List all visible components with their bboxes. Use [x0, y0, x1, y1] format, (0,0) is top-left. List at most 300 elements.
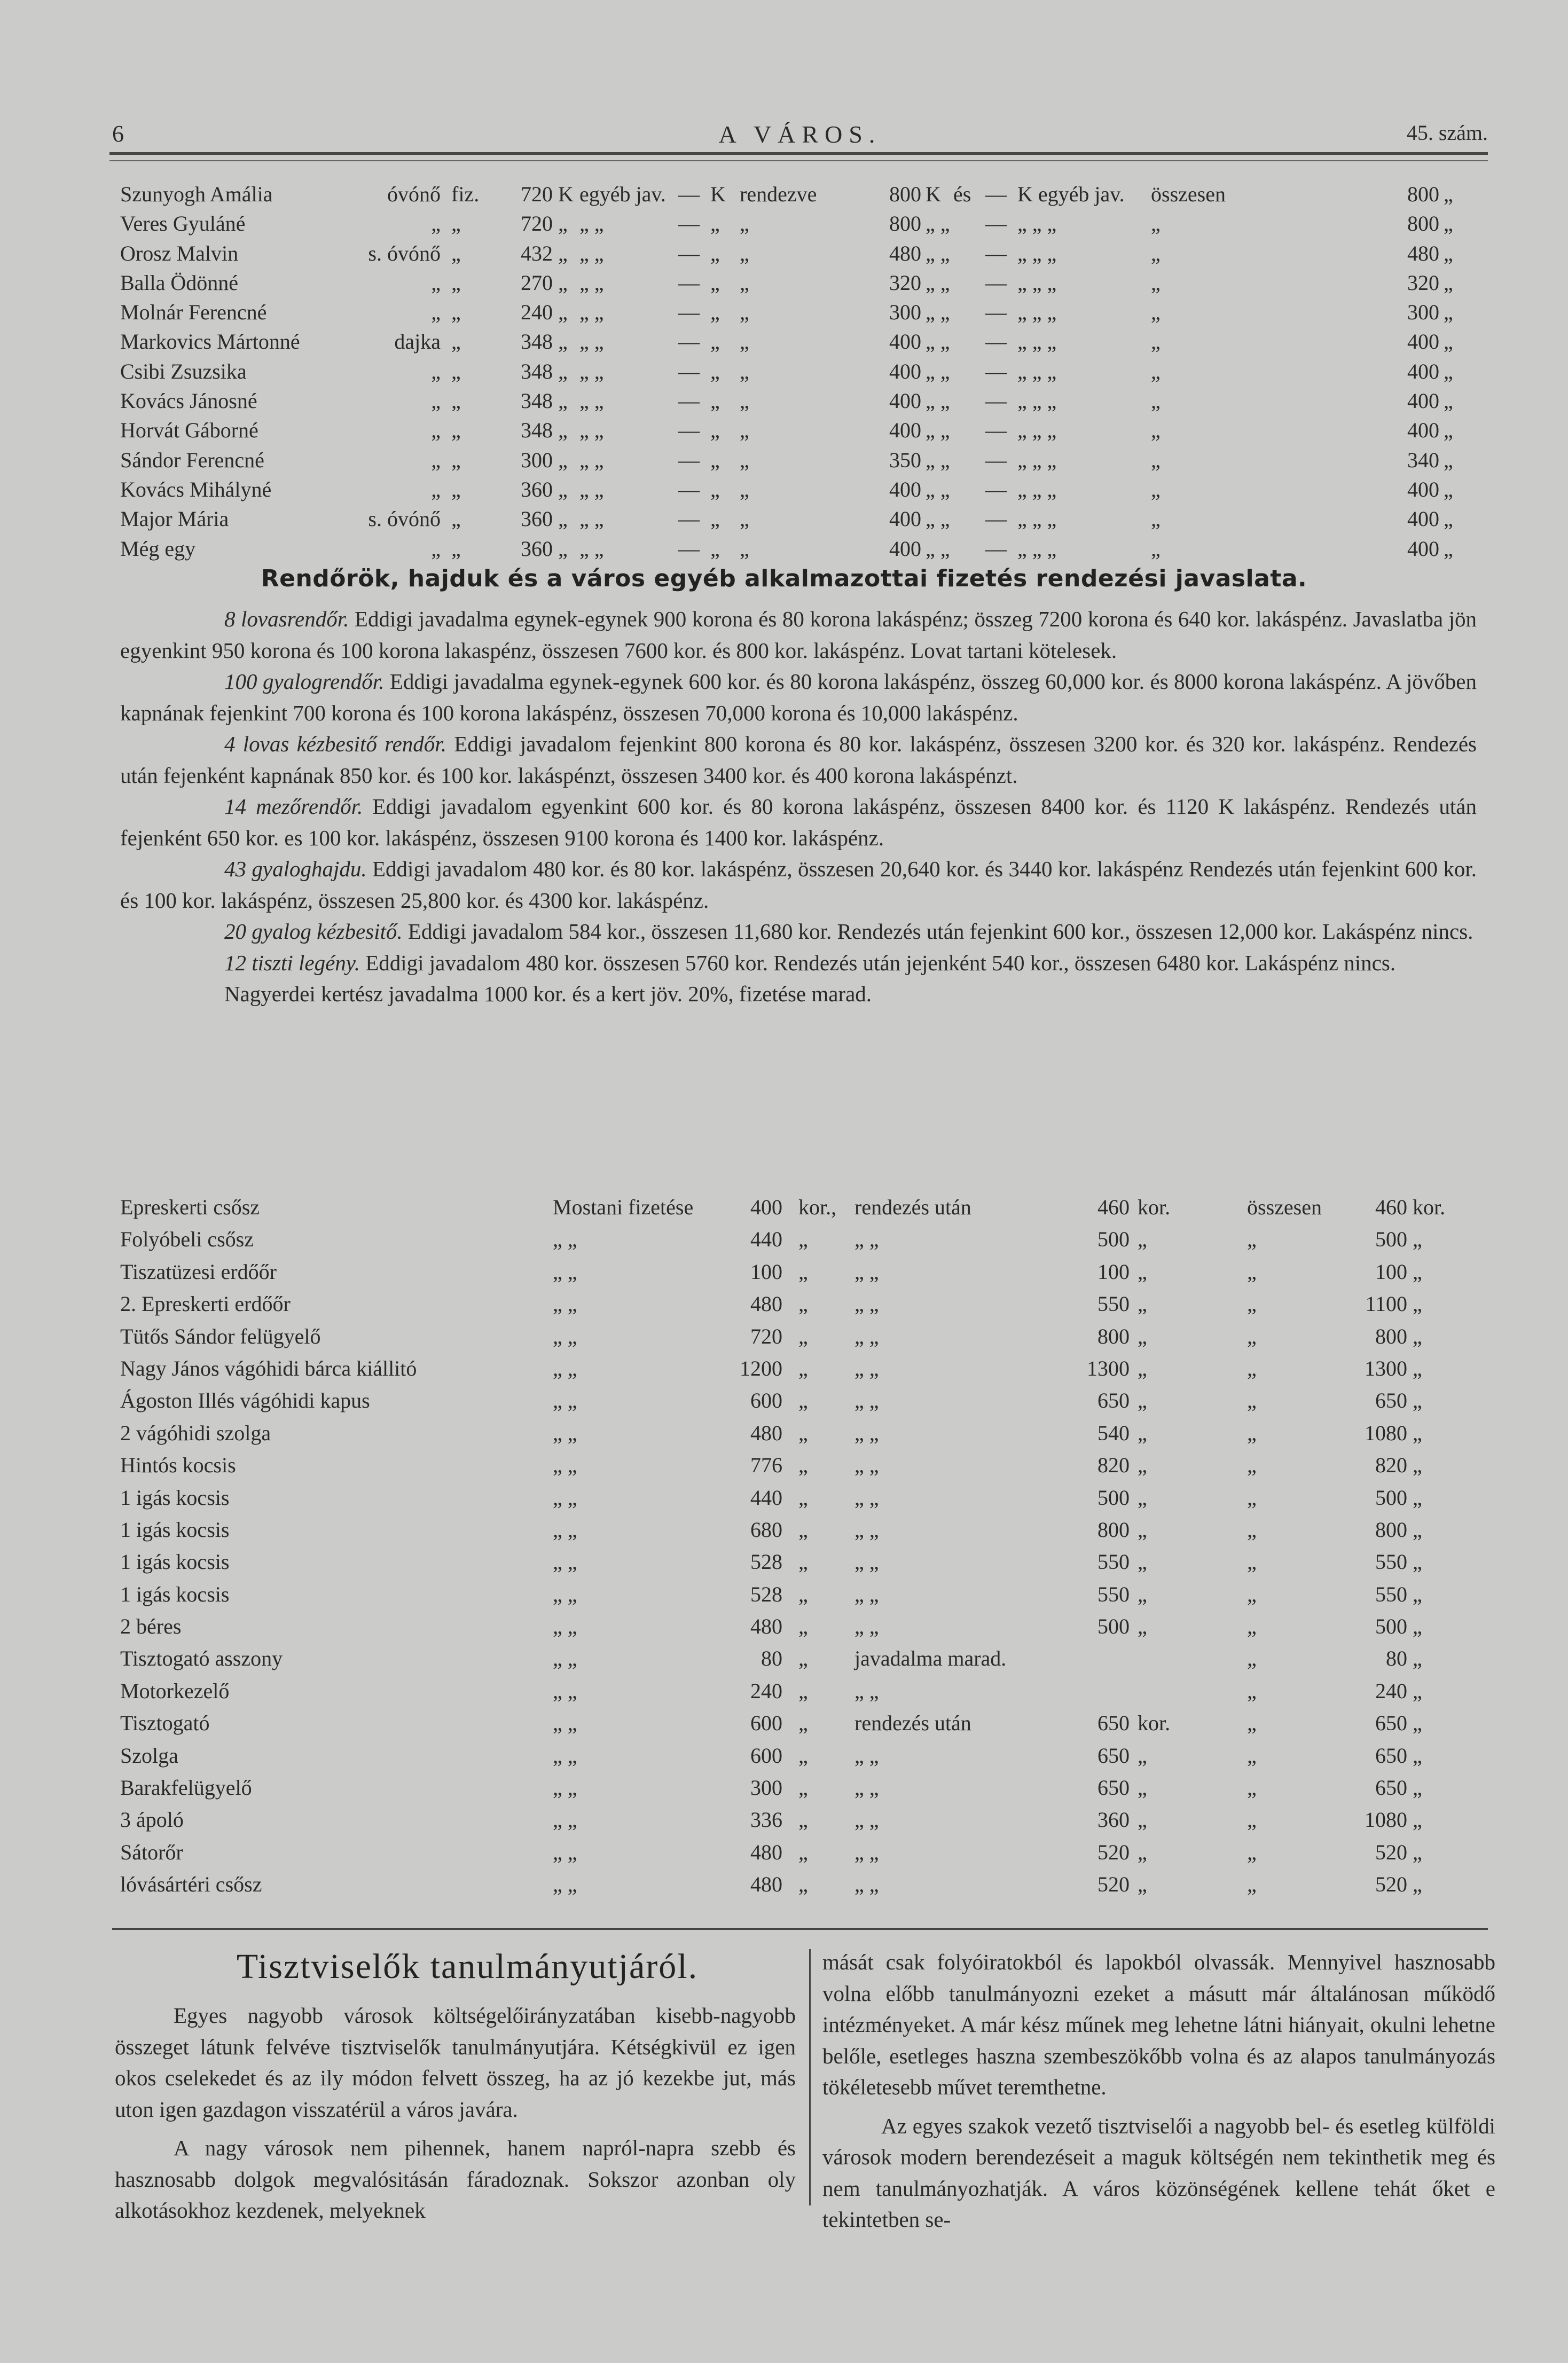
page-number: 6 [112, 121, 124, 147]
cell-name: Major Mária [120, 507, 229, 531]
cell-unit4: „ [1444, 536, 1453, 561]
table-row [120, 1549, 1487, 1581]
cell-lbl2: „ [740, 507, 749, 531]
cell-lbl3: „ „ „ [1017, 270, 1057, 295]
cell-unit3: „ [1413, 1517, 1422, 1542]
cell-role2: „ [451, 448, 461, 472]
cell-new: 360 [1097, 1808, 1130, 1832]
table-row [120, 1582, 1487, 1614]
cell-current: 100 [750, 1259, 782, 1284]
cell-other: — [678, 211, 700, 236]
cell-new: 460 [1097, 1195, 1130, 1219]
cell-role2: „ [451, 211, 461, 236]
cell-lbl3: „ „ „ [1017, 359, 1057, 383]
cell-name: 3 ápoló [120, 1808, 184, 1832]
cell-lbl2: „ [740, 241, 749, 265]
cell-unit: „ [798, 1485, 808, 1510]
cell-total: 500 [1375, 1227, 1407, 1252]
article-column-left [115, 2000, 796, 2234]
cell-lbl2: „ „ [854, 1453, 879, 1478]
cell-total: 400 [1407, 536, 1439, 561]
cell-other: — [678, 241, 700, 265]
cell-name: Nagy János vágóhidi bárca kiállitó [120, 1356, 417, 1380]
cell-name: Sátorőr [120, 1840, 183, 1864]
cell-unit: K [558, 182, 574, 206]
cell-unit4: „ [1444, 477, 1453, 501]
cell-unit: „ [798, 1517, 808, 1542]
section-title: Rendőrök, hajduk és a város egyéb alkalmazottai fizetés rendezési javaslata. [261, 565, 1307, 592]
cell-unit3: „ [1413, 1678, 1422, 1703]
cell-current: 480 [750, 1420, 782, 1445]
cell-unit2: „ [1138, 1292, 1147, 1316]
cell-lbl3: „ [1247, 1550, 1257, 1574]
cell-name: Szolga [120, 1743, 178, 1768]
cell-other2: — [985, 241, 1007, 265]
cell-lbl3: „ [1247, 1678, 1257, 1703]
cell-unit2: „ [1138, 1259, 1147, 1284]
cell-unit2: „ [1138, 1840, 1147, 1864]
cell-total: 320 [1407, 270, 1439, 295]
cell-unit2: „ [1138, 1453, 1147, 1478]
cell-total: 1080 [1365, 1808, 1407, 1832]
cell-total: 650 [1375, 1388, 1407, 1413]
cell-lbl4: „ [1151, 389, 1161, 413]
cell-unit: „ [558, 507, 568, 531]
cell-new: 800 [1097, 1517, 1130, 1542]
cell-current: 680 [750, 1517, 782, 1542]
cell-lbl1: „ „ [553, 1614, 577, 1639]
paragraph-text: Eddigi javadalma egynek-egynek 900 korona és 80 korona lakáspénz; összeg 7200 korona és 640 kor. lakáspénz. Javaslatba jön egyenkint 950 korona és 100 korona lakaspénz, összesen 7600 kor. és 800 kor. lakáspénz. Lovat tartani kötelesek. [120, 607, 1477, 663]
article-paragraph: Egyes nagyobb városok költségelőirányzatában kisebb-nagyobb összeget látunk felvéve tisztviselők tanulmányutjára. Kétségkivül ez igen okos cselekedet és az ily módon felvett összeg, ha az jó kezekbe jut, más uton igen gazdagon visszatérül a város javára. [115, 2003, 796, 2122]
cell-role: s. óvónő [368, 507, 441, 531]
cell-unit: „ [798, 1646, 808, 1671]
cell-name: Veres Gyuláné [120, 211, 246, 236]
cell-current: 480 [750, 1840, 782, 1864]
cell-other2: — [985, 359, 1007, 383]
table-row [120, 506, 1487, 536]
cell-lbl1: „ „ [553, 1840, 577, 1864]
cell-unit2: kor. [1138, 1711, 1171, 1736]
cell-lbl1: „ „ [553, 1356, 577, 1380]
cell-name: Balla Ödönné [120, 270, 239, 295]
cell-other: — [678, 418, 700, 443]
cell-current: 240 [521, 300, 553, 325]
cell-lbl2: rendezés után [854, 1711, 971, 1736]
cell-unit2: „ [1138, 1550, 1147, 1574]
cell-role2: „ [451, 389, 461, 413]
cell-role: „ [431, 477, 441, 501]
cell-unit3: „ [1413, 1453, 1422, 1478]
cell-other: — [678, 477, 700, 501]
cell-unit: kor., [798, 1195, 837, 1219]
cell-name: Folyóbeli csősz [120, 1227, 254, 1252]
paragraph [120, 853, 1477, 916]
cell-total: 550 [1375, 1582, 1407, 1606]
cell-lbl3: „ [1247, 1388, 1257, 1413]
cell-current: 348 [521, 329, 553, 354]
cell-other: — [678, 329, 700, 354]
cell-new: 320 [889, 270, 921, 295]
article-paragraph: Az egyes szakok vezető tisztviselői a nagyobb bel- és esetleg külföldi városok modern berendezéseit a maguk költségén nem tekinthetik meg és nem tanulmányozhatják. A város közönségének kellene tehát őket e tekintetben se- [822, 2113, 1495, 2232]
paragraph-text: Eddigi javadalom 480 kor. összesen 5760 kor. Rendezés után jejenként 540 kor., összesen 6480 kor. Lakáspénz nincs. [359, 950, 1396, 975]
cell-lbl1: „ „ [553, 1485, 577, 1510]
cell-unit3: „ [1413, 1324, 1422, 1348]
cell-unit2: „ [710, 270, 720, 295]
cell-total: 240 [1375, 1678, 1407, 1703]
cell-lbl2: „ [740, 359, 749, 383]
cell-role2: „ [451, 329, 461, 354]
cell-lbl1: „ „ [553, 1872, 577, 1897]
cell-lbl3: „ [1247, 1743, 1257, 1768]
cell-total: 400 [1407, 329, 1439, 354]
paragraph-lead: 20 gyalog kézbesitő. [224, 919, 403, 944]
cell-lbl3: „ „ „ [1017, 329, 1057, 354]
cell-lbl2: „ [740, 448, 749, 472]
cell-current: 600 [750, 1743, 782, 1768]
cell-name: Molnár Ferencné [120, 300, 267, 325]
header-rule [109, 152, 1488, 161]
cell-current: 720 [521, 182, 553, 206]
cell-lbl2: „ [740, 389, 749, 413]
table-row [120, 1807, 1487, 1839]
cell-unit: „ [558, 329, 568, 354]
cell-unit3: „ „ [926, 448, 950, 472]
cell-lbl3: „ [1247, 1420, 1257, 1445]
cell-lbl2: „ [740, 477, 749, 501]
cell-unit: „ [558, 448, 568, 472]
cell-total: 650 [1375, 1743, 1407, 1768]
cell-other2: — [985, 182, 1007, 206]
cell-unit2: „ [710, 507, 720, 531]
cell-unit2: „ [1138, 1614, 1147, 1639]
cell-new: 550 [1097, 1582, 1130, 1606]
cell-total: 400 [1407, 418, 1439, 443]
cell-current: 270 [521, 270, 553, 295]
cell-unit4: „ [1444, 418, 1453, 443]
cell-lbl3: „ „ „ [1017, 507, 1057, 531]
cell-new: 480 [889, 241, 921, 265]
cell-new: 650 [1097, 1388, 1130, 1413]
cell-other2: — [985, 418, 1007, 443]
cell-unit: „ [798, 1614, 808, 1639]
table-row [120, 1356, 1487, 1388]
cell-unit3: „ [1413, 1582, 1422, 1606]
cell-unit: „ [798, 1776, 808, 1800]
cell-lbl2: „ „ [854, 1550, 879, 1574]
cell-es: és [953, 182, 971, 206]
cell-unit3: „ [1413, 1872, 1422, 1897]
cell-unit2: K [710, 182, 726, 206]
cell-unit2: „ [710, 418, 720, 443]
cell-name: Markovics Mártonné [120, 329, 300, 354]
cell-total: 800 [1407, 211, 1439, 236]
cell-unit2: „ [1138, 1743, 1147, 1768]
table-row [120, 1195, 1487, 1227]
cell-total: 1300 [1365, 1356, 1407, 1380]
cell-unit: „ [798, 1808, 808, 1832]
cell-unit4: „ [1444, 507, 1453, 531]
cell-name: Csibi Zsuzsika [120, 359, 247, 383]
cell-lbl3: „ „ „ [1017, 448, 1057, 472]
cell-new: 400 [889, 359, 921, 383]
cell-total: 520 [1375, 1840, 1407, 1864]
cell-lbl1: „ „ [553, 1453, 577, 1478]
paragraph [120, 947, 1477, 979]
cell-lbl4: „ [1151, 418, 1161, 443]
cell-name: Ágoston Illés vágóhidi kapus [120, 1388, 370, 1413]
cell-lbl2: „ „ [854, 1840, 879, 1864]
cell-unit2: „ [1138, 1420, 1147, 1445]
cell-unit3: „ [1413, 1356, 1422, 1380]
cell-role2: „ [451, 536, 461, 561]
cell-role2: „ [451, 359, 461, 383]
cell-lbl3: „ [1247, 1872, 1257, 1897]
cell-unit: „ [798, 1227, 808, 1252]
cell-unit3: „ „ [926, 270, 950, 295]
cell-lbl3: „ [1247, 1485, 1257, 1510]
cell-lbl2: „ „ [854, 1324, 879, 1348]
cell-new: 400 [889, 477, 921, 501]
cell-current: 480 [750, 1614, 782, 1639]
cell-lbl3: „ [1247, 1711, 1257, 1736]
cell-name: 2 vágóhidi szolga [120, 1420, 271, 1445]
cell-unit3: K [926, 182, 941, 206]
cell-new: 650 [1097, 1776, 1130, 1800]
cell-name: Tisztogató [120, 1711, 210, 1736]
table-row [120, 1646, 1487, 1678]
cell-total: 1100 [1365, 1292, 1407, 1316]
cell-unit4: „ [1444, 359, 1453, 383]
cell-total: 80 [1386, 1646, 1407, 1671]
cell-lbl3: K egyéb jav. [1017, 182, 1125, 206]
cell-name: 2. Epreskerti erdőőr [120, 1292, 291, 1316]
cell-unit2: „ [1138, 1872, 1147, 1897]
cell-name: 1 igás kocsis [120, 1582, 230, 1606]
cell-unit3: „ [1413, 1292, 1422, 1316]
cell-lbl1: „ „ [579, 241, 604, 265]
table-row [120, 1291, 1487, 1323]
cell-lbl4: „ [1151, 359, 1161, 383]
table-row [120, 477, 1487, 506]
cell-unit4: „ [1444, 211, 1453, 236]
staff-salary-table [120, 182, 1487, 566]
cell-unit: „ [798, 1711, 808, 1736]
cell-new: 800 [1097, 1324, 1130, 1348]
table-row [120, 1678, 1487, 1710]
cell-unit2: „ [1138, 1485, 1147, 1510]
paragraph-lead: 8 lovasrendőr. [224, 607, 349, 631]
cell-total: 400 [1407, 507, 1439, 531]
cell-total: 400 [1407, 359, 1439, 383]
cell-lbl2: „ „ [854, 1292, 879, 1316]
cell-unit: „ [798, 1678, 808, 1703]
table-row [120, 418, 1487, 447]
cell-new: 540 [1097, 1420, 1130, 1445]
table-row [120, 329, 1487, 358]
cell-lbl3: „ [1247, 1356, 1257, 1380]
cell-name: Sándor Ferencné [120, 448, 264, 472]
cell-total: 820 [1375, 1453, 1407, 1478]
cell-lbl1: „ „ [579, 270, 604, 295]
cell-new: 100 [1097, 1259, 1130, 1284]
cell-other2: — [985, 329, 1007, 354]
cell-lbl2: „ „ [854, 1582, 879, 1606]
cell-total: 520 [1375, 1872, 1407, 1897]
cell-role: óvónő [387, 182, 441, 206]
cell-total: 800 [1407, 182, 1439, 206]
cell-lbl2: „ [740, 211, 749, 236]
cell-new: 400 [889, 389, 921, 413]
cell-total: 400 [1407, 389, 1439, 413]
cell-other2: — [985, 389, 1007, 413]
cell-total: 650 [1375, 1776, 1407, 1800]
table-row [120, 1420, 1487, 1453]
cell-current: 480 [750, 1872, 782, 1897]
cell-unit3: „ „ [926, 211, 950, 236]
cell-role2: fiz. [451, 182, 480, 206]
cell-unit3: „ „ [926, 329, 950, 354]
paragraph-lead: 43 gyaloghajdu. [224, 857, 367, 881]
table-row [120, 300, 1487, 329]
cell-unit3: „ [1413, 1646, 1422, 1671]
cell-lbl2: „ [740, 270, 749, 295]
cell-new: 550 [1097, 1292, 1130, 1316]
cell-lbl1: „ „ [579, 211, 604, 236]
cell-lbl4: „ [1151, 329, 1161, 354]
paragraph [120, 916, 1477, 947]
cell-current: 440 [750, 1485, 782, 1510]
cell-unit2: „ [710, 359, 720, 383]
cell-other: — [678, 536, 700, 561]
cell-current: 360 [521, 507, 553, 531]
table-row [120, 1840, 1487, 1872]
cell-lbl2: „ „ [854, 1743, 879, 1768]
table-row [120, 388, 1487, 418]
cell-unit2: „ [710, 477, 720, 501]
cell-unit3: „ „ [926, 477, 950, 501]
paragraph [120, 603, 1477, 666]
cell-unit3: kor. [1413, 1195, 1446, 1219]
cell-lbl2: „ „ [854, 1356, 879, 1380]
cell-lbl3: „ [1247, 1259, 1257, 1284]
cell-current: 528 [750, 1582, 782, 1606]
cell-other2: — [985, 507, 1007, 531]
cell-new: 400 [889, 536, 921, 561]
paragraph-text: Eddigi javadalom egyenkint 600 kor. és 80 korona lakáspénz, összesen 8400 kor. és 1120 K lakáspénz. Rendezés után fejenként 650 kor. es 100 kor. lakáspénz, összesen 9100 korona és 1400 kor. lakáspénz. [120, 794, 1477, 850]
cell-current: 1200 [740, 1356, 782, 1380]
cell-role2: „ [451, 477, 461, 501]
cell-lbl2: „ „ [854, 1388, 879, 1413]
cell-lbl3: „ [1247, 1517, 1257, 1542]
cell-lbl1: „ „ [553, 1743, 577, 1768]
cell-role: „ [431, 270, 441, 295]
cell-other: — [678, 300, 700, 325]
section-divider [112, 1928, 1488, 1930]
cell-unit3: „ [1413, 1227, 1422, 1252]
cell-current: 776 [750, 1453, 782, 1478]
cell-lbl2: rendezés után [854, 1195, 971, 1219]
cell-unit4: „ [1444, 329, 1453, 354]
cell-lbl3: „ [1247, 1292, 1257, 1316]
cell-other: — [678, 448, 700, 472]
cell-lbl1: „ „ [579, 418, 604, 443]
paragraph-lead: 12 tiszti legény. [224, 950, 360, 975]
cell-lbl2: „ „ [854, 1678, 879, 1703]
cell-lbl1: „ „ [553, 1582, 577, 1606]
paragraph-text: Eddigi javadalom fejenkint 800 korona és 80 kor. lakáspénz, összesen 3200 kor. és 320 kor. lakáspénz. Rendezés után fejenként kapnának 850 kor. és 100 kor. lakáspénzt, összesen 3400 kor. és 400 korona lakáspénzt. [120, 732, 1477, 788]
cell-total: 1080 [1365, 1420, 1407, 1445]
cell-name: 1 igás kocsis [120, 1485, 230, 1510]
cell-unit: „ [798, 1259, 808, 1284]
cell-new: 520 [1097, 1872, 1130, 1897]
cell-lbl3: „ „ „ [1017, 477, 1057, 501]
cell-lbl2: „ [740, 329, 749, 354]
employee-salary-table [120, 1195, 1487, 1904]
cell-other: — [678, 507, 700, 531]
cell-total: 500 [1375, 1485, 1407, 1510]
cell-lbl1: „ „ [579, 448, 604, 472]
cell-lbl1: „ „ [553, 1646, 577, 1671]
table-row [120, 536, 1487, 566]
column-divider [809, 1949, 811, 2205]
cell-name: Tisztogató asszony [120, 1646, 283, 1671]
cell-new: 350 [889, 448, 921, 472]
cell-name: 2 béres [120, 1614, 182, 1639]
cell-unit3: „ „ [926, 418, 950, 443]
cell-unit2: „ [1138, 1227, 1147, 1252]
cell-lbl2: „ „ [854, 1872, 879, 1897]
cell-lbl2: „ „ [854, 1517, 879, 1542]
table-row [120, 1227, 1487, 1259]
cell-current: 528 [750, 1550, 782, 1574]
cell-name: Orosz Malvin [120, 241, 239, 265]
section-paragraphs [120, 603, 1477, 1010]
paragraph-text: Nagyerdei kertész javadalma 1000 kor. és a kert jöv. 20%, fizetése marad. [224, 982, 872, 1006]
cell-new: 300 [889, 300, 921, 325]
cell-new: 820 [1097, 1453, 1130, 1478]
cell-unit3: „ [1413, 1388, 1422, 1413]
paragraph-text: Eddigi javadalma egynek-egynek 600 kor. és 80 korona lakáspénz, összeg 60,000 kor. és 8000 korona lakáspénz. A jövőben kapnának fejenkint 700 korona és 100 korona lakáspénz, összesen 70,000 korona és 10,000 lakáspénz. [120, 669, 1477, 725]
cell-lbl4: „ [1151, 211, 1161, 236]
cell-total: 100 [1375, 1259, 1407, 1284]
cell-unit4: „ [1444, 182, 1453, 206]
cell-lbl2: „ „ [854, 1808, 879, 1832]
cell-unit3: „ [1413, 1743, 1422, 1768]
cell-lbl3: „ [1247, 1808, 1257, 1832]
cell-total: 800 [1375, 1517, 1407, 1542]
cell-new: 500 [1097, 1485, 1130, 1510]
cell-lbl2: rendezve [740, 182, 817, 206]
paragraph-lead: 100 gyalogrendőr. [224, 669, 385, 694]
cell-lbl3: „ [1247, 1840, 1257, 1864]
cell-unit4: „ [1444, 241, 1453, 265]
cell-role: „ [431, 448, 441, 472]
cell-total: 300 [1407, 300, 1439, 325]
cell-current: 360 [521, 536, 553, 561]
cell-lbl3: „ [1247, 1646, 1257, 1671]
article-paragraph: mását csak folyóiratokból és lapokból olvassák. Mennyivel hasznosabb volna előbb tanulmányozni ezeket a másutt már általánosan működő intézményeket. A már kész műnek meg lehetne látni hiányait, okulni lehetne belőle, esetleges haszna szembeszökőbb volna és az alapos tanulmányozás tökéletesebb művet teremthetne. [822, 1950, 1495, 2099]
cell-lbl1: „ „ [579, 507, 604, 531]
cell-lbl1: „ „ [579, 536, 604, 561]
cell-new: 800 [889, 211, 921, 236]
paragraph-text: Eddigi javadalom 584 kor., összesen 11,680 kor. Rendezés után fejenkint 600 kor., összesen 12,000 kor. Lakáspénz nincs. [402, 919, 1473, 944]
paragraph [120, 791, 1477, 853]
table-row [120, 241, 1487, 270]
cell-role: „ [431, 300, 441, 325]
paragraph-text: Eddigi javadalom 480 kor. és 80 kor. lakáspénz, összesen 20,640 kor. és 3440 kor. lakáspénz Rendezés után fejenkint 600 kor. és 100 kor. lakáspénz, összesen 25,800 kor. és 4300 kor. lakáspénz. [120, 857, 1477, 913]
cell-total: 340 [1407, 448, 1439, 472]
cell-current: 348 [521, 418, 553, 443]
